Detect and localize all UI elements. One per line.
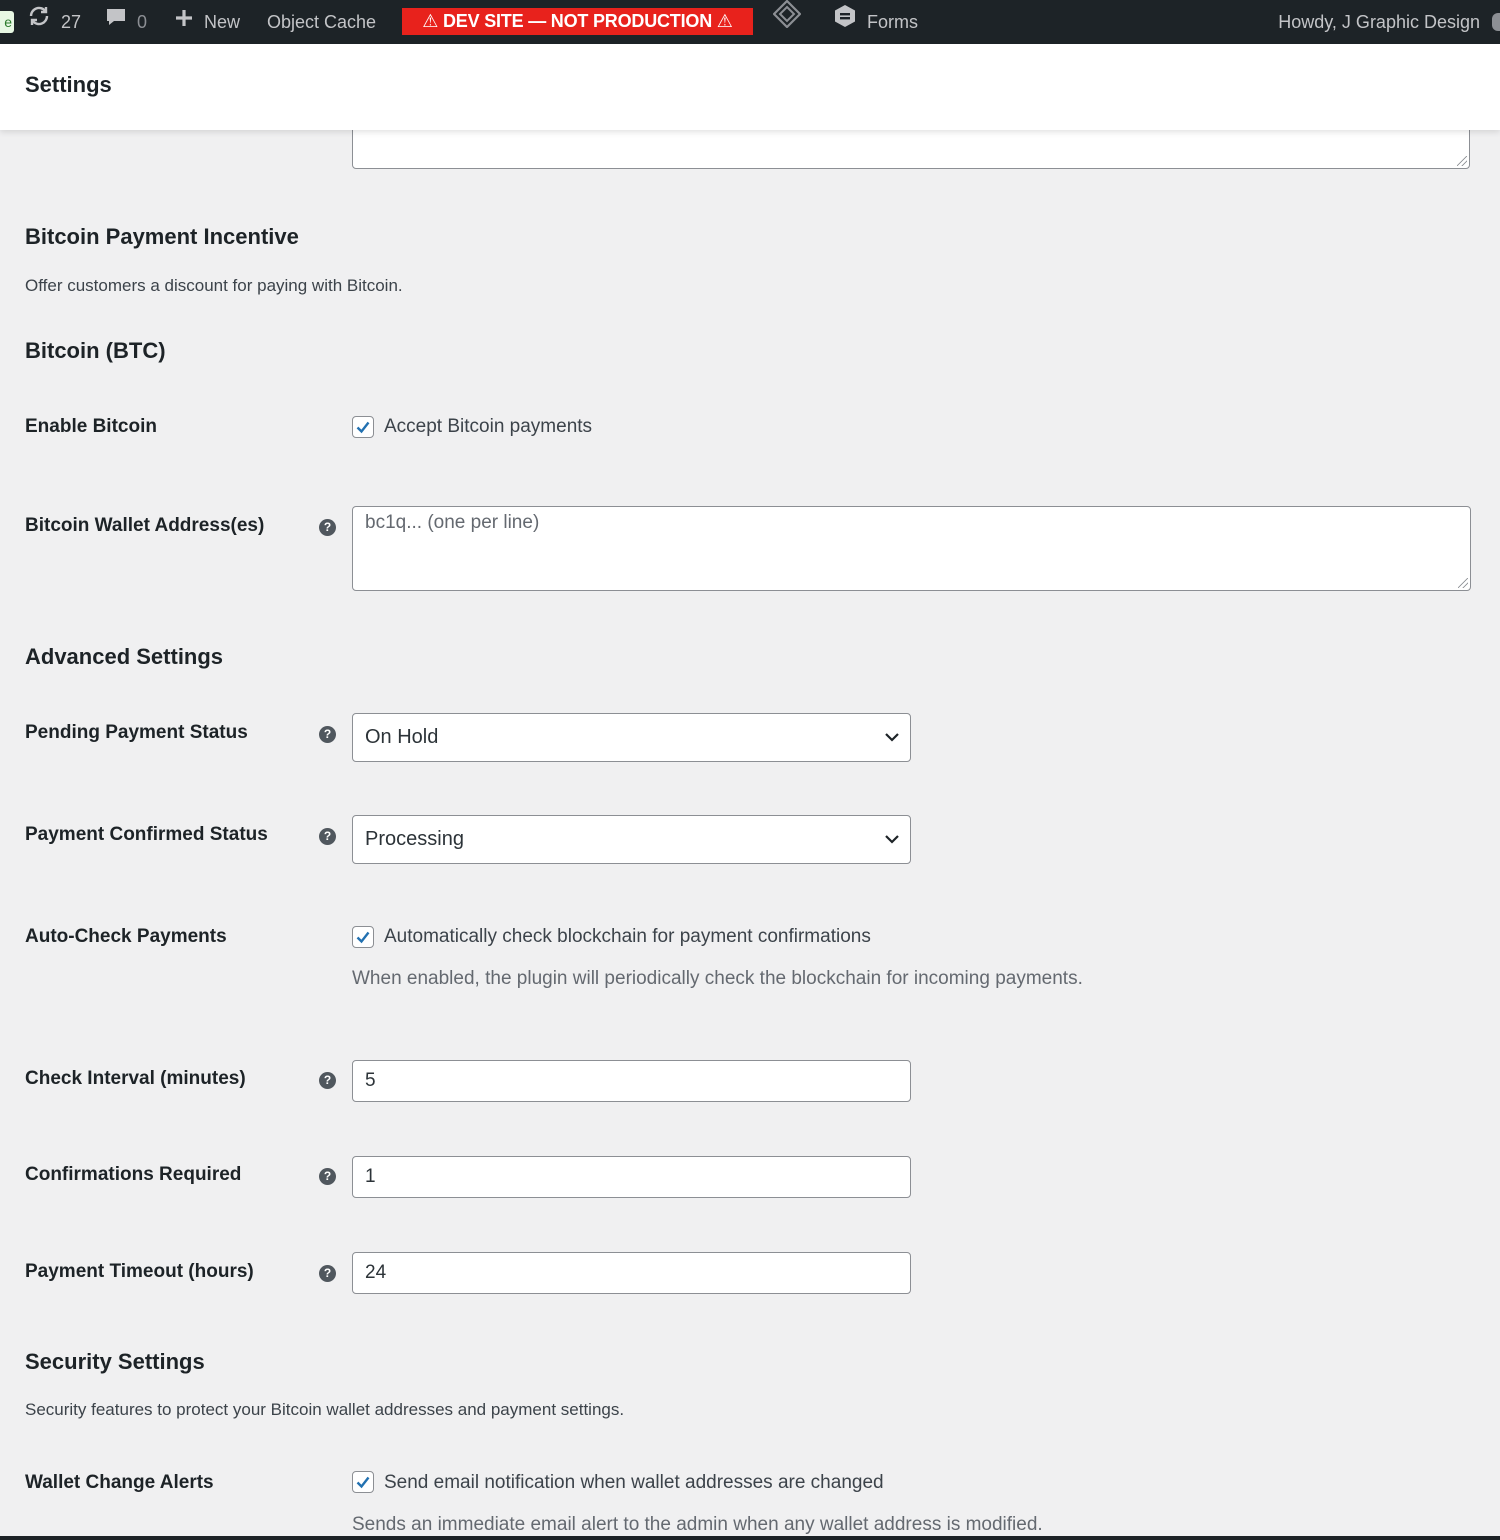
account-menu[interactable]: Howdy, J Graphic Design bbox=[1278, 12, 1480, 32]
pending-status-value: On Hold bbox=[365, 726, 439, 748]
page-title: Settings bbox=[25, 72, 112, 97]
plus-icon bbox=[174, 0, 194, 44]
section-title-btc: Bitcoin (BTC) bbox=[25, 338, 166, 363]
auto-check-checkbox-label[interactable]: Automatically check blockchain for payment confirmations bbox=[384, 926, 871, 947]
confirmed-status-label: Payment Confirmed Status bbox=[25, 824, 268, 845]
confirmed-status-select[interactable] bbox=[352, 815, 911, 864]
checkmark-icon bbox=[355, 419, 371, 435]
section-title-security: Security Settings bbox=[25, 1349, 205, 1374]
chevron-down-icon bbox=[884, 833, 900, 845]
section-title-incentive: Bitcoin Payment Incentive bbox=[25, 224, 299, 249]
new-content-menu[interactable] bbox=[174, 0, 240, 44]
help-icon[interactable]: ? bbox=[319, 1072, 336, 1089]
auto-check-description: When enabled, the plugin will periodically check the blockchain for incoming payments. bbox=[352, 968, 1083, 989]
help-icon[interactable]: ? bbox=[319, 1265, 336, 1282]
section-desc-security: Security features to protect your Bitcoin wallet addresses and payment settings. bbox=[25, 1400, 625, 1419]
wallet-alerts-description: Sends an immediate email alert to the admin when any wallet address is modified. bbox=[352, 1514, 1043, 1535]
section-title-advanced: Advanced Settings bbox=[25, 644, 224, 669]
wallet-addresses-textarea[interactable] bbox=[352, 506, 1471, 591]
pending-status-select[interactable] bbox=[352, 713, 911, 762]
object-cache-label: Object Cache bbox=[267, 12, 377, 32]
avatar[interactable] bbox=[1492, 13, 1500, 31]
admin-bar bbox=[0, 0, 1500, 44]
new-label: New bbox=[204, 12, 241, 32]
site-icon[interactable]: e bbox=[0, 11, 14, 33]
comments-count: 0 bbox=[137, 12, 148, 32]
comment-icon bbox=[105, 0, 127, 44]
timeout-label: Payment Timeout (hours) bbox=[25, 1261, 254, 1282]
help-icon[interactable]: ? bbox=[319, 1168, 336, 1185]
auto-check-label: Auto-Check Payments bbox=[25, 926, 227, 947]
enable-bitcoin-checkbox[interactable] bbox=[352, 416, 374, 438]
wallet-alerts-checkbox[interactable] bbox=[352, 1471, 374, 1493]
checkmark-icon bbox=[355, 929, 371, 945]
wallet-addresses-placeholder: bc1q... (one per line) bbox=[365, 512, 540, 533]
auto-check-checkbox[interactable] bbox=[352, 926, 374, 948]
diamond-icon bbox=[773, 0, 801, 44]
updates-count: 27 bbox=[61, 12, 82, 32]
confirmations-value: 1 bbox=[365, 1166, 376, 1187]
confirmations-input[interactable] bbox=[352, 1156, 911, 1198]
pending-status-label: Pending Payment Status bbox=[25, 722, 248, 743]
confirmed-status-value: Processing bbox=[365, 828, 464, 850]
check-interval-input[interactable] bbox=[352, 1060, 911, 1102]
wallet-addresses-label: Bitcoin Wallet Address(es) bbox=[25, 515, 265, 536]
chevron-down-icon bbox=[884, 731, 900, 743]
confirmations-label: Confirmations Required bbox=[25, 1164, 242, 1185]
page-header bbox=[0, 44, 1500, 130]
section-desc-incentive: Offer customers a discount for paying with Bitcoin. bbox=[25, 276, 403, 295]
help-icon[interactable]: ? bbox=[319, 726, 336, 743]
dev-site-badge[interactable]: ⚠ DEV SITE — NOT PRODUCTION ⚠ bbox=[402, 8, 753, 35]
forms-menu[interactable] bbox=[833, 0, 918, 44]
check-interval-label: Check Interval (minutes) bbox=[25, 1068, 246, 1089]
timeout-input[interactable] bbox=[352, 1252, 911, 1294]
wallet-alerts-checkbox-label[interactable]: Send email notification when wallet addresses are changed bbox=[384, 1472, 884, 1493]
timeout-value: 24 bbox=[365, 1262, 387, 1283]
check-interval-value: 5 bbox=[365, 1070, 376, 1091]
resize-grip-icon[interactable] bbox=[1458, 578, 1468, 588]
wallet-alerts-label: Wallet Change Alerts bbox=[25, 1472, 214, 1493]
forms-icon bbox=[833, 0, 857, 44]
enable-bitcoin-checkbox-label[interactable]: Accept Bitcoin payments bbox=[384, 416, 593, 437]
help-icon[interactable]: ? bbox=[319, 519, 336, 536]
object-cache-menu[interactable] bbox=[267, 0, 376, 44]
enable-bitcoin-label: Enable Bitcoin bbox=[25, 416, 157, 437]
forms-label: Forms bbox=[867, 12, 918, 32]
resize-grip-icon[interactable] bbox=[1457, 156, 1467, 166]
bottom-edge bbox=[0, 1536, 1500, 1540]
comments-menu[interactable] bbox=[105, 0, 147, 44]
checkmark-icon bbox=[355, 1474, 371, 1490]
help-icon[interactable]: ? bbox=[319, 828, 336, 845]
diamond-menu[interactable] bbox=[773, 0, 801, 44]
updates-menu[interactable] bbox=[27, 0, 81, 44]
refresh-icon bbox=[27, 0, 51, 44]
